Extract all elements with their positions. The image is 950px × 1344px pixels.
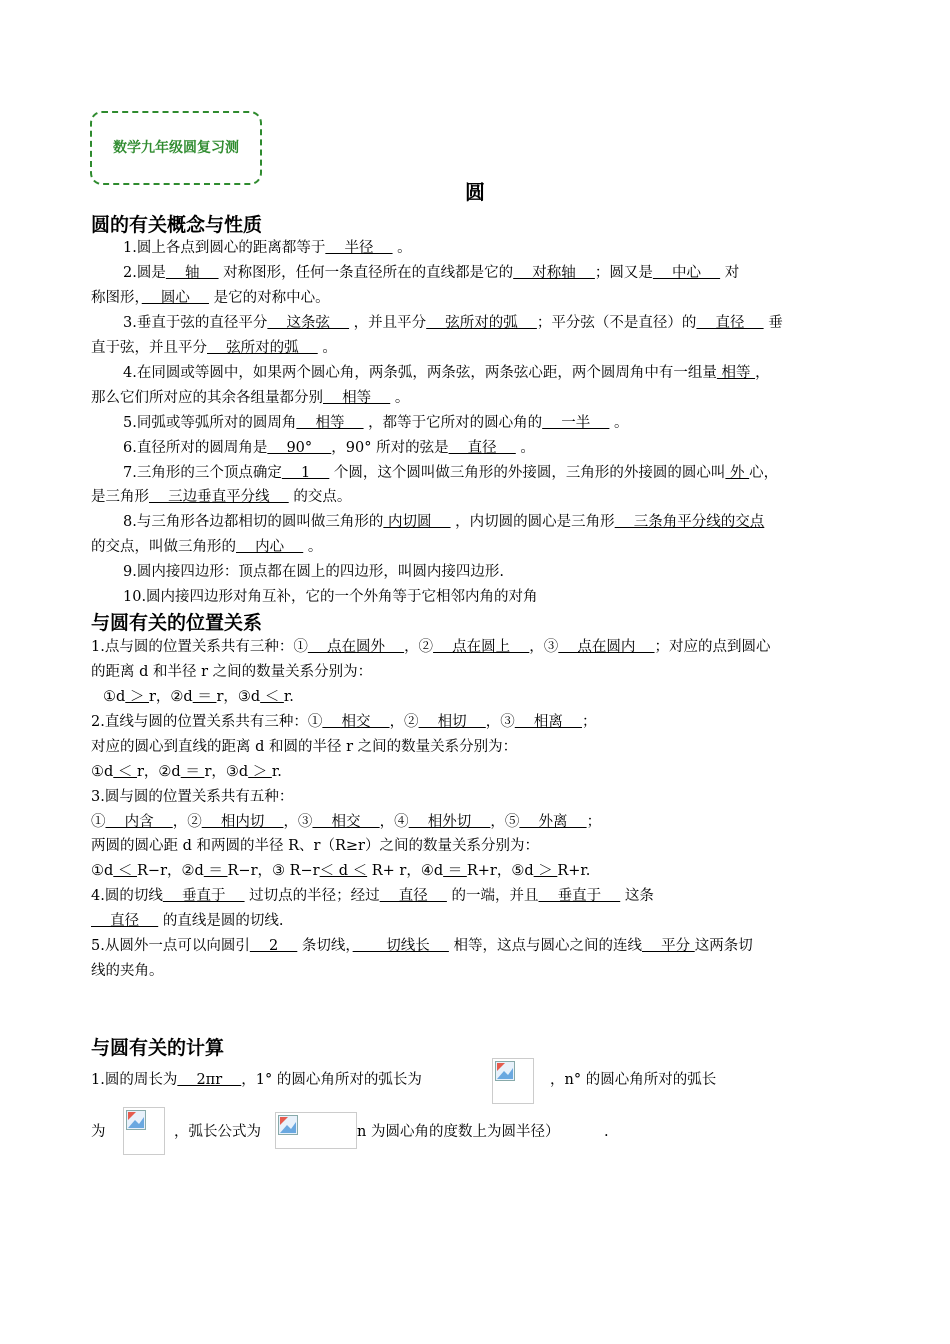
item-4: 4.在同圆或等圆中，如果两个圆心角，两条弧，两条弦，两条弦心距，两个圆周角中有一组量 相等 ， [123,365,770,381]
pos-3-relations: ①d ＜ R−r，②d ＝ R−r，③ R−r＜ d ＜ R+ r，④d ＝ R+r，⑤d ＞ R+r. [91,863,591,879]
item-4-cont: 那么它们所对应的其余各组量都分别 相等 。 [91,390,410,406]
title-badge: 数学九年级圆复习测 [90,111,262,185]
page-title: 圆 [465,180,485,204]
pos-5-cont: 线的夹角。 [91,963,164,979]
item-2: 2.圆是 轴 对称图形，任何一条直径所在的直线都是它的 对称轴 ；圆又是 中心 对 [123,265,740,281]
pos-3: 3.圆与圆的位置关系共有五种： [91,789,294,805]
broken-image-icon [123,1107,165,1155]
item-3-cont: 直于弦，并且平分 弦所对的弧 。 [91,340,337,356]
pos-4-cont: 直径 的直线是圆的切线. [91,913,284,929]
item-6: 6.直径所对的圆周角是 90° ，90° 所对的弦是 直径 。 [123,440,535,456]
item-3: 3.垂直于弦的直径平分 这条弦 ，并且平分 弦所对的弧 ；平分弦（不是直径）的 直径 垂 [123,315,783,331]
item-7: 7.三角形的三个顶点确定 1 个圆，这个圆叫做三角形的外接圆，三角形的外接圆的圆心叫 外 心， [123,465,779,481]
arc-length-note: n 为圆心角的度数上为圆半径） [357,1124,560,1140]
broken-image-icon [492,1058,534,1104]
item-9: 9.圆内接四边形：顶点都在圆上的四边形，叫圆内接四边形. [123,564,504,580]
pos-2: 2.直线与圆的位置关系共有三种：① 相交 ，② 相切 ，③ 相离 ； [91,714,597,730]
section-heading-calculation: 与圆有关的计算 [91,1037,225,1059]
pos-5: 5.从圆外一点可以向圆引 2 条切线， 切线长 相等，这点与圆心之间的连线 平分 这两条切 [91,938,753,954]
calc-1-suffix: ，n° 的圆心角所对的弧长 [550,1072,717,1088]
arc-length-formula-label: ，弧长公式为 [174,1124,261,1140]
pos-3-cont: 两圆的圆心距 d 和两圆的半径 R、r（R≥r）之间的数量关系分别为： [91,838,539,854]
item-1: 1.圆上各点到圆心的距离都等于 半径 。 [123,240,412,256]
pos-1: 1.点与圆的位置关系共有三种：① 点在圆外 ，② 点在圆上 ，③ 点在圆内 ；对应的点到圆心 [91,639,771,655]
pos-1-relations: ①d ＞ r，②d ＝ r，③d ＜ r. [103,689,294,705]
calc-1-end: . [604,1124,609,1140]
broken-image-icon [275,1112,357,1149]
item-10: 10.圆内接四边形对角互补，它的一个外角等于它相邻内角的对角 [123,589,538,605]
calc-1-prefix: 1.圆的周长为 2πr ，1° 的圆心角所对的弧长为 [91,1072,422,1088]
pos-3-kinds: ① 内含 ，② 相内切 ，③ 相交 ，④ 相外切 ，⑤ 外离 ； [91,814,602,830]
pos-2-relations: ①d ＜ r，②d ＝ r，③d ＞ r. [91,764,282,780]
item-7-cont: 是三角形 三边垂直平分线 的交点。 [91,489,352,505]
section-heading-position: 与圆有关的位置关系 [91,612,263,634]
item-5: 5.同弧或等弧所对的圆周角 相等 ，都等于它所对的圆心角的 一半 。 [123,415,629,431]
pos-2-cont: 对应的圆心到直线的距离 d 和圆的半径 r 之间的数量关系分别为： [91,739,518,755]
pos-4: 4.圆的切线 垂直于 过切点的半径；经过 直径 的一端，并且 垂直于 这条 [91,888,654,904]
section-heading-concepts: 圆的有关概念与性质 [91,214,263,236]
item-8: 8.与三角形各边都相切的圆叫做三角形的 内切圆 ，内切圆的圆心是三角形 三条角平分线的交点 [123,514,765,530]
item-8-cont: 的交点，叫做三角形的 内心 。 [91,539,323,555]
calc-1-for: 为 [91,1124,106,1140]
item-2-cont: 称图形， 圆心 是它的对称中心。 [91,290,330,306]
pos-1-cont: 的距离 d 和半径 r 之间的数量关系分别为： [91,664,373,680]
